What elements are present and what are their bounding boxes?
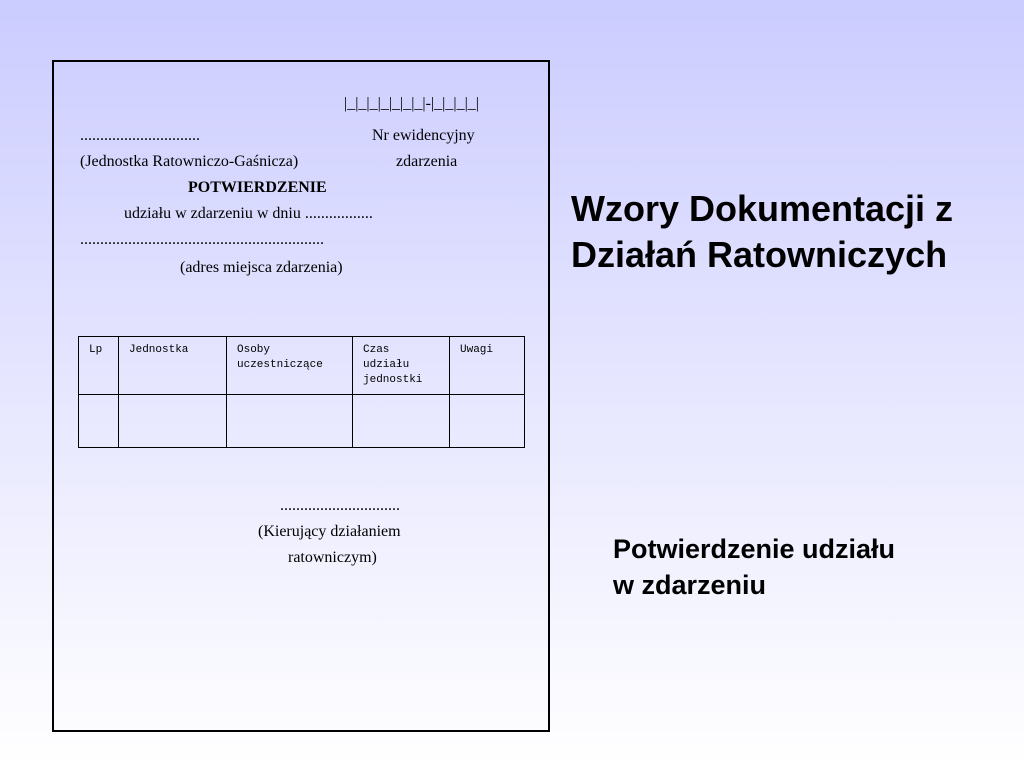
- registration-number-boxes: |_|_|_|_|_|_|_|-|_|_|_|_|: [344, 95, 479, 112]
- table-row: [79, 395, 525, 448]
- signature-dotted-line: ..............................: [280, 497, 400, 514]
- document-subheading: udziału w zdarzeniu w dniu .................: [124, 205, 373, 222]
- address-dotted-line: .............................................................: [80, 231, 324, 248]
- unit-label: (Jednostka Ratowniczo-Gaśnicza): [80, 153, 299, 170]
- table-cell: [79, 395, 119, 448]
- table-cell: [119, 395, 227, 448]
- slide-title-line2: Działań Ratowniczych: [571, 234, 948, 275]
- header-jednostka: Jednostka: [119, 337, 227, 395]
- header-uwagi: Uwagi: [450, 337, 525, 395]
- header-czas-udzialu: Czas udziału jednostki: [353, 337, 450, 395]
- document-heading: POTWIERDZENIE: [188, 179, 327, 196]
- header-lp: Lp: [79, 337, 119, 395]
- document-form: [52, 60, 550, 732]
- slide-subtitle: [613, 531, 1013, 603]
- unit-dotted-line: ..............................: [80, 127, 200, 144]
- slide-title: [571, 186, 1011, 278]
- signature-label-line2: ratowniczym): [288, 549, 377, 566]
- table-cell: [450, 395, 525, 448]
- table-header-row: [79, 337, 525, 395]
- header-osoby-uczestniczace: Osoby uczestniczące: [227, 337, 353, 395]
- nr-ewidencyjny-label: Nr ewidencyjny: [372, 127, 475, 144]
- signature-label-line1: (Kierujący działaniem: [258, 523, 401, 540]
- table-cell: [353, 395, 450, 448]
- slide-subtitle-line2: w zdarzeniu: [613, 570, 767, 600]
- event-label: zdarzenia: [396, 153, 458, 170]
- slide-subtitle-line1: Potwierdzenie udziału: [613, 534, 896, 564]
- slide-title-line1: Wzory Dokumentacji z: [571, 188, 954, 229]
- table-cell: [227, 395, 353, 448]
- address-label: (adres miejsca zdarzenia): [180, 259, 343, 276]
- participation-table: [78, 336, 525, 448]
